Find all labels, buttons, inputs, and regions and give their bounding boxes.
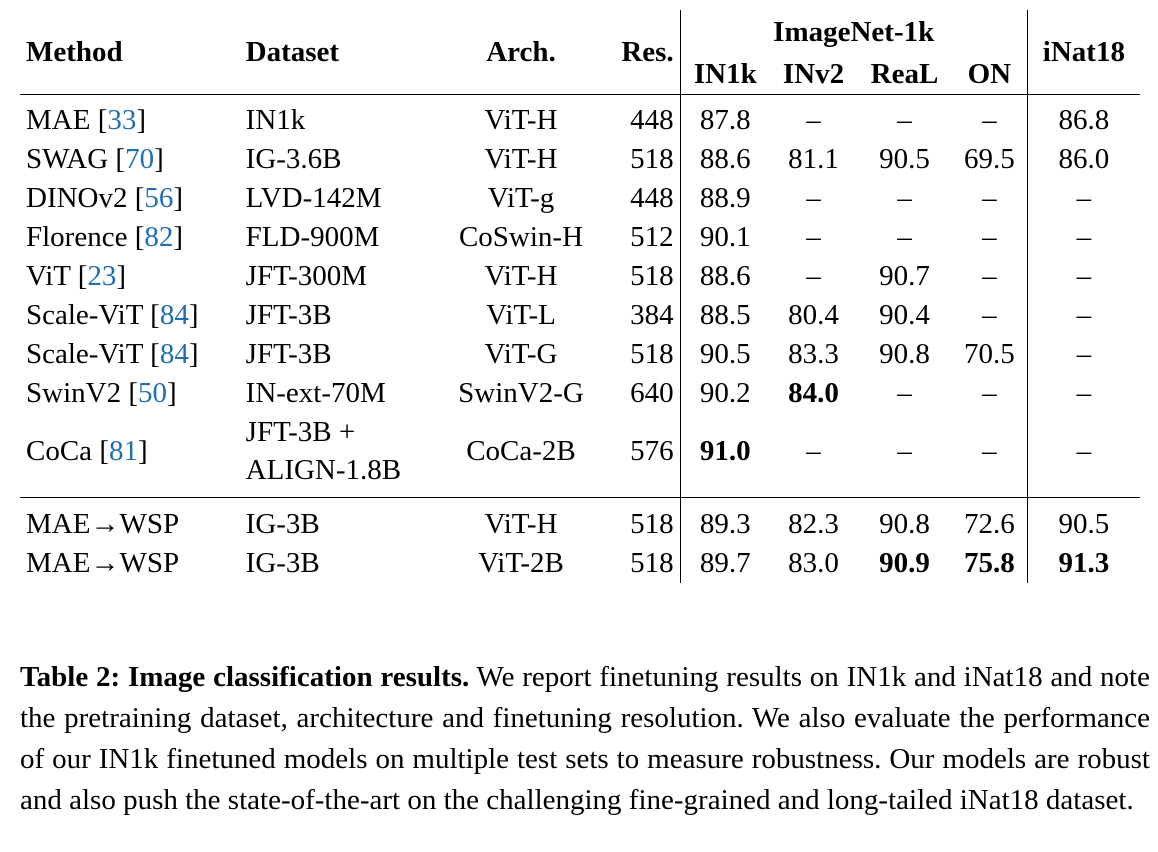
arch-cell: SwinV2-G	[458, 377, 584, 409]
dataset-cell: JFT-3B + ALIGN-1.8B	[245, 416, 402, 486]
method-cell: Scale-ViT [84]	[26, 338, 199, 370]
table-row	[20, 95, 1140, 141]
res-cell: 512	[630, 221, 674, 253]
dataset-cell: JFT-3B	[245, 299, 332, 331]
in1k-cell: 88.5	[680, 296, 770, 335]
res-cell: 518	[630, 338, 674, 370]
arch-cell: ViT-H	[484, 260, 558, 292]
col-header-inat: iNat18	[1027, 10, 1140, 95]
on-cell: 69.5	[963, 143, 1015, 175]
header-row-top	[20, 10, 1140, 54]
inat-cell: –	[1027, 218, 1140, 257]
col-header-real: ReaL	[870, 57, 939, 90]
in1k-cell: 90.5	[680, 335, 770, 374]
on-cell: –	[982, 377, 997, 409]
res-cell: 640	[630, 377, 674, 409]
results-table	[20, 10, 1140, 583]
real-cell: –	[897, 434, 912, 467]
real-cell: –	[897, 221, 912, 253]
arch-cell: CoCa-2B	[466, 434, 576, 467]
inv2-cell: –	[806, 434, 821, 467]
col-header-method: Method	[26, 35, 123, 68]
res-cell: 576	[630, 434, 674, 467]
on-cell: –	[952, 95, 1027, 141]
arch-cell: ViT-2B	[478, 547, 564, 579]
inat-cell: –	[1027, 179, 1140, 218]
res-cell: 518	[630, 260, 674, 292]
on-cell: –	[982, 182, 997, 214]
table-row	[20, 218, 1140, 257]
inv2-cell: –	[806, 182, 821, 214]
inv2-cell: –	[806, 221, 821, 253]
inv2-cell: –	[806, 260, 821, 292]
inat-cell: –	[1027, 413, 1140, 498]
citation-link[interactable]: 84	[159, 299, 189, 331]
real-cell: 90.7	[879, 260, 930, 292]
dataset-cell: IN-ext-70M	[245, 377, 386, 409]
method-cell: Florence [82]	[26, 221, 184, 253]
in1k-cell: 90.2	[680, 374, 770, 413]
inat-cell: –	[1027, 335, 1140, 374]
dataset-cell: IG-3B	[245, 547, 320, 579]
res-cell: 518	[603, 498, 680, 545]
inv2-cell: 81.1	[788, 143, 839, 175]
table-row	[20, 257, 1140, 296]
col-header-on: ON	[967, 57, 1012, 90]
on-cell: –	[982, 260, 997, 292]
real-cell: –	[857, 95, 952, 141]
method-cell: Scale-ViT [84]	[26, 299, 199, 331]
real-cell: –	[897, 377, 912, 409]
dataset-cell: IG-3B	[240, 498, 439, 545]
in1k-cell-best: 91.0	[680, 413, 770, 498]
citation-link[interactable]: 50	[138, 377, 167, 409]
real-cell: 90.5	[879, 143, 930, 175]
real-cell: 90.4	[879, 299, 930, 331]
on-cell: –	[982, 434, 997, 467]
real-cell-best: 90.9	[879, 547, 930, 579]
inv2-cell: 83.0	[788, 547, 839, 579]
in1k-cell: 88.9	[680, 179, 770, 218]
dataset-cell: JFT-300M	[245, 260, 368, 292]
inat-cell-best: 91.3	[1027, 544, 1140, 583]
table-row	[20, 374, 1140, 413]
col-header-arch: Arch.	[486, 35, 556, 68]
res-cell: 518	[630, 547, 674, 579]
table-row	[20, 179, 1140, 218]
in1k-cell: 88.6	[680, 257, 770, 296]
inat-cell: –	[1027, 374, 1140, 413]
inv2-cell-best: 84.0	[788, 377, 839, 409]
caption-label: Table 2: Image classification results.	[20, 661, 470, 693]
arch-cell: ViT-L	[486, 299, 556, 331]
method-cell: SWAG [70]	[26, 143, 164, 175]
table-row	[20, 335, 1140, 374]
table-row	[20, 544, 1140, 583]
method-cell: MAE [33]	[20, 95, 240, 141]
citation-link[interactable]: 82	[144, 221, 174, 253]
real-cell: –	[897, 182, 912, 214]
on-cell: –	[982, 299, 997, 331]
arch-cell: ViT-H	[484, 143, 558, 175]
inv2-cell: –	[770, 95, 857, 141]
citation-link[interactable]: 23	[87, 260, 117, 292]
real-cell: 90.8	[857, 498, 952, 545]
arch-cell: CoSwin-H	[458, 221, 584, 253]
table-row	[20, 413, 1140, 498]
col-header-inv2: INv2	[782, 57, 845, 90]
in1k-cell: 90.1	[680, 218, 770, 257]
in1k-cell: 89.3	[680, 498, 770, 545]
inat-cell: –	[1027, 296, 1140, 335]
citation-link[interactable]: 84	[159, 338, 189, 370]
citation-link[interactable]: 56	[144, 182, 174, 214]
real-cell: 90.8	[879, 338, 930, 370]
dataset-cell: IG-3.6B	[245, 143, 342, 175]
prior-work-rows	[20, 95, 1140, 498]
inv2-cell: 80.4	[788, 299, 839, 331]
method-cell: MAE→WSP	[26, 547, 180, 579]
on-cell: 72.6	[952, 498, 1027, 545]
method-cell: ViT [23]	[26, 260, 127, 292]
on-cell: –	[982, 221, 997, 253]
arch-cell: ViT-g	[487, 182, 555, 214]
caption-text: We report finetuning results on IN1k and iNat18 and note the pretraining dataset, architecture and finetuning resolution. We also evaluate the performance of our IN1k finetuned models on multiple test sets to measure robustness. Our models are robust and also push the state-of-the-art on the challenging fine-grained and long-tailed iNat18 dataset.	[20, 661, 1150, 816]
res-cell: 518	[630, 143, 674, 175]
col-group-imagenet: ImageNet-1k	[680, 10, 1027, 54]
table-caption	[20, 657, 1150, 821]
inat-cell: 86.8	[1027, 95, 1140, 141]
method-cell: DINOv2 [56]	[26, 182, 184, 214]
res-cell: 448	[630, 182, 674, 214]
table-row	[20, 498, 1140, 545]
dataset-cell: IN1k	[240, 95, 439, 141]
method-cell: CoCa [81]	[26, 434, 148, 467]
inat-cell: 86.0	[1027, 140, 1140, 179]
inv2-cell: 82.3	[770, 498, 857, 545]
col-header-res: Res.	[621, 35, 674, 68]
method-cell: SwinV2 [50]	[26, 377, 177, 409]
our-results-rows	[20, 498, 1140, 584]
inat-cell: –	[1027, 257, 1140, 296]
dataset-cell: LVD-142M	[245, 182, 382, 214]
on-cell: 70.5	[963, 338, 1015, 370]
arch-cell: ViT-G	[484, 338, 558, 370]
col-header-dataset: Dataset	[245, 35, 340, 68]
dataset-cell: JFT-3B	[245, 338, 332, 370]
method-cell: MAE→WSP	[20, 498, 240, 545]
table-row	[20, 296, 1140, 335]
dataset-cell: FLD-900M	[245, 221, 380, 253]
in1k-cell: 89.7	[680, 544, 770, 583]
col-header-in1k: IN1k	[680, 54, 770, 95]
table-row	[20, 140, 1140, 179]
citation-link[interactable]: 33	[107, 104, 137, 136]
citation-link[interactable]: 81	[108, 434, 138, 467]
on-cell-best: 75.8	[963, 547, 1015, 579]
in1k-cell: 88.6	[680, 140, 770, 179]
in1k-cell: 87.8	[680, 95, 770, 141]
res-cell: 448	[603, 95, 680, 141]
citation-link[interactable]: 70	[125, 143, 155, 175]
inat-cell: 90.5	[1027, 498, 1140, 545]
arch-cell: ViT-H	[439, 498, 603, 545]
arch-cell: ViT-H	[439, 95, 603, 141]
inv2-cell: 83.3	[788, 338, 839, 370]
res-cell: 384	[630, 299, 674, 331]
